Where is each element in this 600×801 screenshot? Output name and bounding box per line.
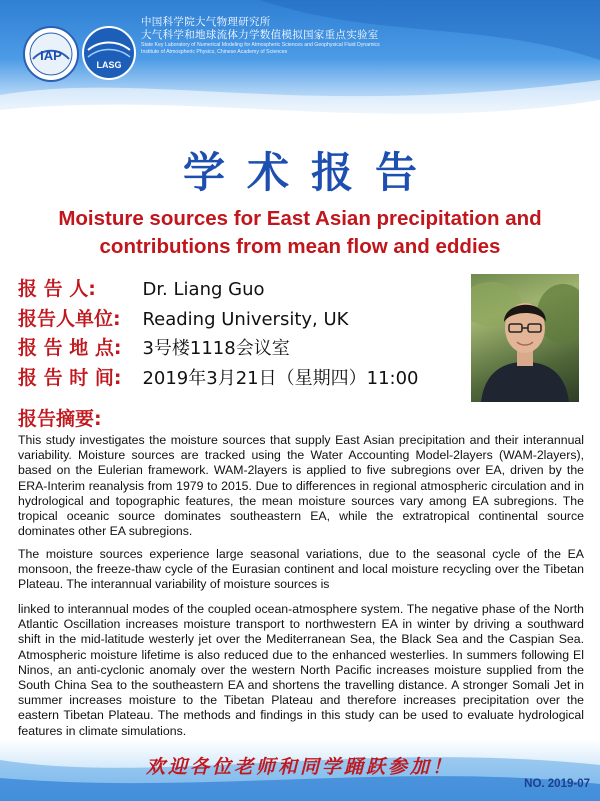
talk-title xyxy=(0,205,600,261)
lasg-logo xyxy=(82,26,136,80)
iap-logo xyxy=(23,26,79,82)
location-value: 3号楼1118会议室 xyxy=(142,338,290,359)
speaker-portrait-graphic xyxy=(471,274,579,402)
institute-cn-line1: 中国科学院大气物理研究所 xyxy=(141,16,271,28)
lasg-logo-text: LASG xyxy=(96,60,122,70)
affiliation-value: Reading University, UK xyxy=(142,308,349,330)
institute-en-line2: Institute of Atmospheric Physics, Chinese Academy of Sciences xyxy=(141,49,288,55)
institute-names xyxy=(141,16,380,56)
header-banner xyxy=(0,0,600,130)
location-label: 报 告 地 点: xyxy=(18,337,122,359)
talk-info xyxy=(18,274,419,392)
page-title: 学术报告 xyxy=(182,148,439,197)
talk-title-line1: Moisture sources for East Asian precipitation and xyxy=(58,207,542,230)
abstract-paragraph-1: This study investigates the moisture sources that supply East Asian precipitation and their interannual variability. Moisture sources are tracked using the Water Accounting Model-2layers (WAM-2layers), based on the Eulerian framework. WAM-2layers is applied to five subregions over EA, driven by the ERA-Interim reanalysis from 1979 to 2015. Due to differences in regional atmospheric circulation and in hydrological and topographic features, the mean moisture sources vary among EA subregions. The tropical oceanic source dominates southeastern EA, while the extratropical continental source dominates other EA subregions. xyxy=(18,433,584,539)
serial-number: NO. 2019-07 xyxy=(524,778,590,790)
location-row xyxy=(18,333,419,363)
welcome-slogan: 欢迎各位老师和同学踊跃参加！ xyxy=(145,756,454,778)
institute-cn-line2: 大气科学和地球流体力学数值模拟国家重点实验室 xyxy=(141,29,379,41)
institute-en-line1: State Key Laboratory of Numerical Modeling for Atmospheric Sciences and Geophysical Fluid Dynamics xyxy=(141,42,380,48)
iap-logo-text: IAP xyxy=(40,48,62,63)
speaker-value: Dr. Liang Guo xyxy=(142,279,265,300)
speaker-row xyxy=(18,274,419,304)
time-row xyxy=(18,363,419,393)
speaker-label: 报 告 人: xyxy=(18,278,96,300)
time-value: 2019年3月21日（星期四）11:00 xyxy=(142,367,419,389)
time-label: 报 告 时 间: xyxy=(18,366,122,389)
speaker-photo xyxy=(471,274,579,402)
abstract-paragraph-2: The moisture sources experience large seasonal variations, due to the seasonal cycle of the EA monsoon, the freeze-thaw cycle of the Eurasian continent and local moisture recycling over the Tibetan Plateau. The interannual variability of moisture sources is xyxy=(18,547,584,592)
talk-title-line2: contributions from mean flow and eddies xyxy=(99,235,501,258)
affiliation-row xyxy=(18,304,419,334)
abstract-paragraph-3: linked to interannual modes of the coupled ocean-atmosphere system. The negative phase of the North Atlantic Oscillation increases moisture transport to northwestern EA in winter by driving a southward shift in the mid-latitude westerly jet over the Mediterranean Sea, the Black Sea and the Caspian Sea. Atmospheric moisture lifetime is also reduced due to the enhanced westerlies. In summers following El Ninos, an anti-cyclonic anomaly over the western North Pacific increases moisture supplied from the South China Sea to the southeastern EA and shortens the travelling distance. A stronger Somali Jet in summer increases moisture to the Tibetan Plateau and therefore increases precipitation over the eastern Tibetan Plateau. The methods and findings in this study can be used to evaluate hydrological features in climate simulations. xyxy=(18,602,584,738)
affiliation-label: 报告人单位: xyxy=(18,307,121,330)
abstract-heading: 报告摘要: xyxy=(18,408,102,430)
